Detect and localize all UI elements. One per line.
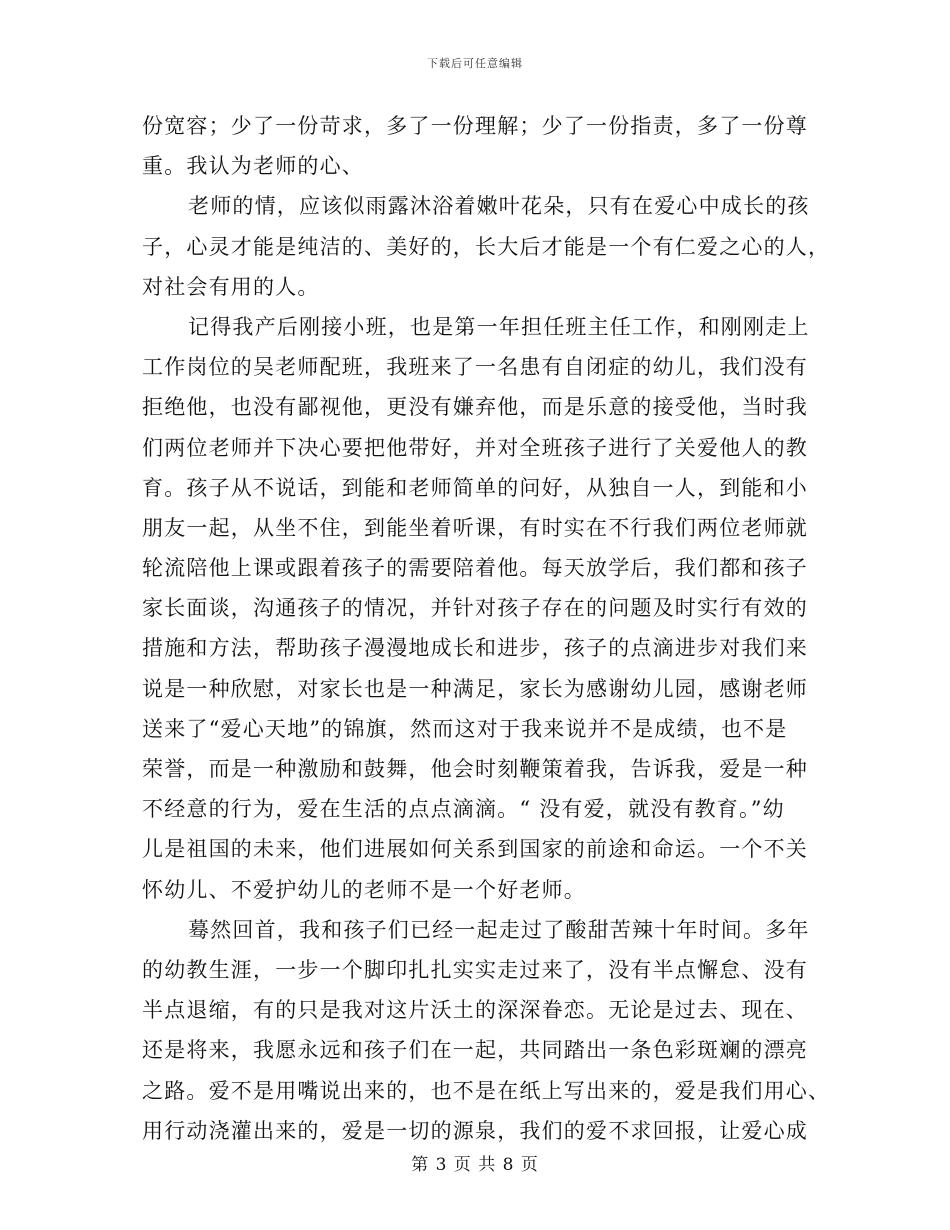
text-line: 家长面谈，沟通孩子的情况，并针对孩子存在的问题及时实行有效的 bbox=[142, 596, 808, 621]
text-line: 还是将来，我愿永远和孩子们在一起，共同踏出一条色彩斑斓的漂亮 bbox=[142, 1038, 808, 1063]
text-line: 用行动浇灌出来的，爱是一切的源泉，我们的爱不求回报，让爱心成 bbox=[142, 1118, 808, 1143]
text-line: 育。孩子从不说话，到能和老师简单的问好，从独自一人，到能和小 bbox=[142, 475, 808, 500]
text-line: 儿是祖国的未来，他们进展如何关系到国家的前途和命运。一个不关 bbox=[142, 837, 808, 862]
text-line: 措施和方法，帮助孩子漫漫地成长和进步，孩子的点滴进步对我们来 bbox=[142, 636, 808, 661]
text-line: 记得我产后刚接小班，也是第一年担任班主任工作，和刚刚走上 bbox=[188, 314, 810, 339]
text-line: 轮流陪他上课或跟着孩子的需要陪着他。每天放学后，我们都和孩子 bbox=[142, 556, 808, 581]
page-number-footer: 第 3 页 共 8 页 bbox=[411, 1155, 539, 1175]
text-line: 之路。爱不是用嘴说出来的，也不是在纸上写出来的，爱是我们用心、 bbox=[142, 1078, 831, 1103]
text-line: 重。我认为老师的心、 bbox=[142, 154, 364, 179]
text-line: 拒绝他，也没有鄙视他，更没有嫌弃他，而是乐意的接受他，当时我 bbox=[142, 395, 808, 420]
text-line: 半点退缩，有的只是我对这片沃土的深深眷恋。无论是过去、现在、 bbox=[142, 998, 808, 1023]
text-line: 送来了“爱心天地”的锦旗，然而这对于我来说并不是成绩，也不是 bbox=[142, 716, 788, 741]
text-line: 对社会有用的人。 bbox=[142, 274, 320, 299]
text-line: 说是一种欣慰，对家长也是一种满足，家长为感谢幼儿园，感谢老师 bbox=[142, 676, 808, 701]
text-line: 子，心灵才能是纯洁的、美好的，长大后才能是一个有仁爱之心的人， bbox=[142, 234, 831, 259]
text-line: 蓦然回首，我和孩子们已经一起走过了酸甜苦辣十年时间。多年 bbox=[188, 917, 810, 942]
text-line: 工作岗位的吴老师配班，我班来了一名患有自闭症的幼儿，我们没有 bbox=[142, 355, 808, 380]
text-line: 怀幼儿、不爱护幼儿的老师不是一个好老师。 bbox=[142, 877, 586, 902]
text-line: 份宽容；少了一份苛求，多了一份理解；少了一份指责，多了一份尊 bbox=[142, 114, 808, 138]
text-line: 朋友一起，从坐不住，到能坐着听课，有时实在不行我们两位老师就 bbox=[142, 515, 808, 540]
text-line: 们两位老师并下决心要把他带好，并对全班孩子进行了关爱他人的教 bbox=[142, 435, 808, 460]
document-body bbox=[142, 106, 831, 1151]
text-line: 荣誉，而是一种激励和鼓舞，他会时刻鞭策着我，告诉我，爱是一种 bbox=[142, 757, 808, 781]
text-line: 不经意的行为，爱在生活的点点滴滴。“ 没有爱，就没有教育。”幼 bbox=[142, 797, 785, 822]
page-header: 下载后可任意编辑 bbox=[427, 57, 523, 70]
text-line: 老师的情，应该似雨露沐浴着嫩叶花朵，只有在爱心中成长的孩 bbox=[188, 194, 810, 219]
text-line: 的幼教生涯，一步一个脚印扎扎实实走过来了，没有半点懈怠、没有 bbox=[142, 957, 808, 982]
